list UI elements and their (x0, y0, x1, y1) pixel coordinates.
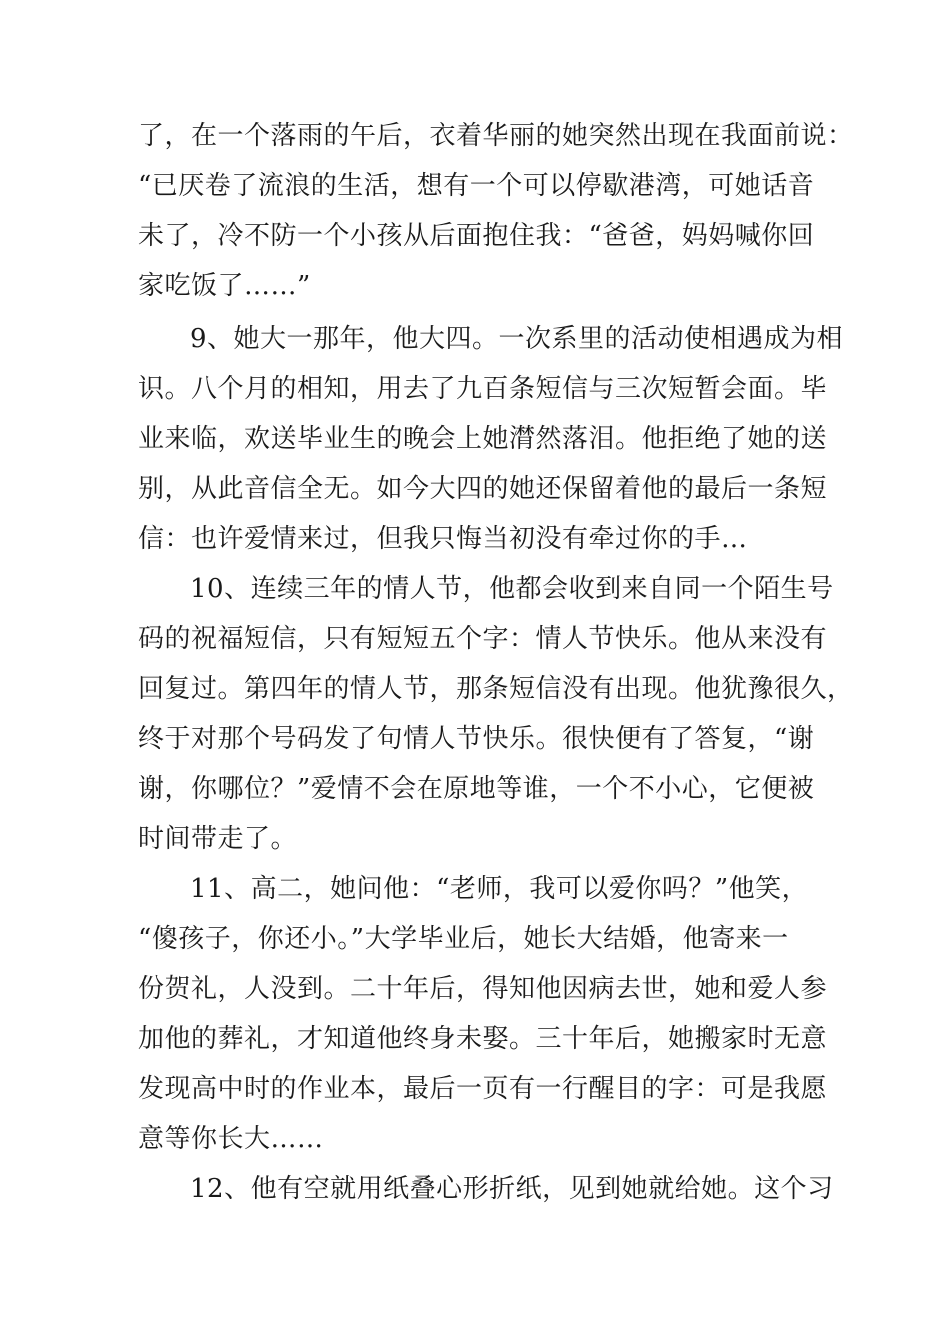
text-line: 业来临，欢送毕业生的晚会上她潸然落泪。他拒绝了她的送 (138, 424, 828, 454)
text-line: 了，在一个落雨的午后，衣着华丽的她突然出现在我面前说： (138, 121, 854, 151)
text-line: 发现高中时的作业本，最后一页有一行醒目的字：可是我愿 (138, 1074, 828, 1104)
text-line: 时间带走了。 (138, 824, 298, 854)
text-line: 加他的葬礼，才知道他终身未娶。三十年后，她搬家时无意 (138, 1024, 828, 1054)
text-line: 终于对那个号码发了句情人节快乐。很快便有了答复，“谢 (138, 724, 815, 754)
text-line: 家吃饭了……” (138, 271, 311, 301)
text-line: 识。八个月的相知，用去了九百条短信与三次短暂会面。毕 (138, 374, 828, 404)
paragraph-start-10: 10、连续三年的情人节，他都会收到来自同一个陌生号 (190, 574, 834, 604)
paragraph-start-9: 9、她大一那年，他大四。一次系里的活动使相遇成为相 (190, 324, 844, 354)
text-line: 谢，你哪位？”爱情不会在原地等谁，一个不小心，它便被 (138, 774, 815, 804)
text-line: 意等你长大…… (138, 1124, 324, 1154)
text-line: “已厌卷了流浪的生活，想有一个可以停歇港湾，可她话音 (138, 171, 815, 201)
text-line: 别，从此音信全无。如今大四的她还保留着他的最后一条短 (138, 474, 828, 504)
paragraph-start-12: 12、他有空就用纸叠心形折纸，见到她就给她。这个习 (190, 1174, 834, 1204)
text-line: 份贺礼，人没到。二十年后，得知他因病去世，她和爱人参 (138, 974, 828, 1004)
paragraph-start-11: 11、高二，她问他：“老师，我可以爱你吗？”他笑， (190, 874, 809, 904)
text-line: 回复过。第四年的情人节，那条短信没有出现。他犹豫很久， (138, 674, 854, 704)
text-line: 信：也许爱情来过，但我只悔当初没有牵过你的手… (138, 524, 748, 554)
text-line: 码的祝福短信，只有短短五个字：情人节快乐。他从来没有 (138, 624, 828, 654)
text-line: 未了，冷不防一个小孩从后面抱住我：“爸爸，妈妈喊你回 (138, 221, 815, 251)
text-line: “傻孩子，你还小。”大学毕业后，她长大结婚，他寄来一 (138, 924, 789, 954)
